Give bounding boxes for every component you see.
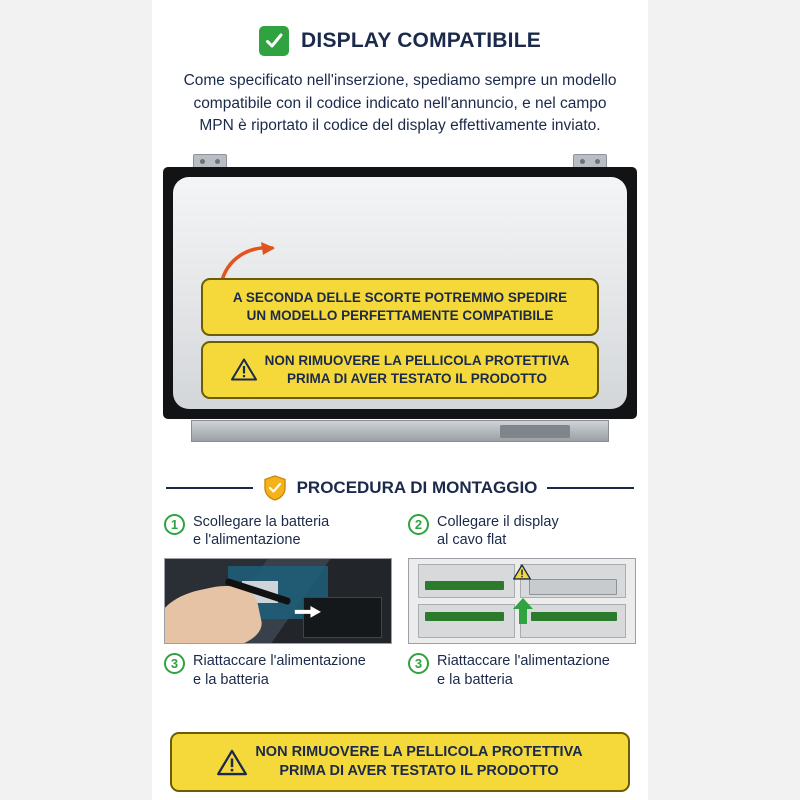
- footer-warning-line2: PRIMA DI AVER TESTATO IL PRODOTTO: [279, 763, 559, 780]
- step-2-photo: [408, 558, 636, 644]
- film-warning-notice: [201, 341, 599, 399]
- shield-icon: [263, 475, 287, 501]
- step-1-line2: e l'alimentazione: [193, 532, 301, 549]
- step-text-1: [193, 513, 329, 550]
- step-text-3: [193, 652, 366, 689]
- procedure-heading: [152, 475, 648, 501]
- display-connector-icon: [500, 425, 570, 438]
- step-2-line1: Collegare il display: [437, 513, 559, 530]
- up-arrow-icon: [513, 598, 533, 624]
- check-box-icon: [259, 26, 289, 56]
- warning-triangle-icon: [513, 564, 531, 580]
- compatibility-notice-line1: A SECONDA DELLE SCORTE POTREMMO SPEDIRE: [232, 289, 568, 305]
- step-number-1: 1: [164, 514, 185, 535]
- compatibility-notice: [201, 278, 599, 336]
- step-item-4: [408, 652, 636, 689]
- mounting-tab-left-icon: [193, 154, 227, 168]
- compatibility-notice-line2: UN MODELLO PERFETTAMENTE COMPATIBILE: [246, 307, 554, 323]
- rule-left: [166, 487, 253, 489]
- step-1-line1: Scollegare la batteria: [193, 513, 330, 530]
- flat-cable-3: [425, 612, 504, 621]
- left-gray-band: [0, 0, 152, 800]
- flat-cable-1: [425, 581, 504, 590]
- step-number-3: 3: [164, 653, 185, 674]
- footer-warning-line1: NON RIMUOVERE LA PELLICOLA PROTETTIVA: [255, 744, 583, 761]
- step-text-2: [437, 513, 559, 550]
- warning-triangle-icon: [217, 749, 247, 776]
- rule-right: [547, 487, 634, 489]
- step-text-4: [437, 652, 610, 689]
- step-item-2: [408, 513, 636, 550]
- step-item-1: [164, 513, 392, 550]
- display-bottom-strip: [191, 420, 609, 442]
- film-warning-line2: PRIMA DI AVER TESTATO IL PRODOTTO: [286, 370, 547, 386]
- white-arrow-icon: [283, 606, 333, 618]
- right-gray-band: [648, 0, 800, 800]
- film-warning-line1: NON RIMUOVERE LA PELLICOLA PROTETTIVA: [264, 352, 570, 368]
- procedure-title: PROCEDURA DI MONTAGGIO: [296, 477, 538, 497]
- step-4-line2: e la batteria: [437, 671, 513, 688]
- mounting-tab-right-icon: [573, 154, 607, 168]
- footer-warning: [170, 732, 630, 792]
- flat-cable-2: [529, 579, 617, 595]
- content-column: [152, 0, 648, 800]
- header: [152, 0, 648, 56]
- flat-cable-4: [531, 612, 617, 621]
- step-3-line1: Riattaccare l'alimentazione: [193, 652, 366, 669]
- step-number-4: 3: [408, 653, 429, 674]
- step-4-line1: Riattaccare l'alimentazione: [437, 652, 610, 669]
- step-2-line2: al cavo flat: [437, 532, 507, 549]
- warning-triangle-icon: [231, 358, 257, 381]
- step-3-line2: e la batteria: [193, 671, 269, 688]
- step-1-photo: [164, 558, 392, 644]
- page-title: DISPLAY COMPATIBILE: [301, 29, 541, 52]
- step-number-2: 2: [408, 514, 429, 535]
- intro-paragraph: Come specificato nell'inserzione, spediamo sempre un modello compatibile con il codice indicato nell'annuncio, e nel campo MPN è riportato il codice del display effettivamente inviato.: [183, 72, 617, 135]
- step-item-3: [164, 652, 392, 689]
- procedure-steps: [164, 513, 636, 689]
- display-illustration: [163, 154, 637, 459]
